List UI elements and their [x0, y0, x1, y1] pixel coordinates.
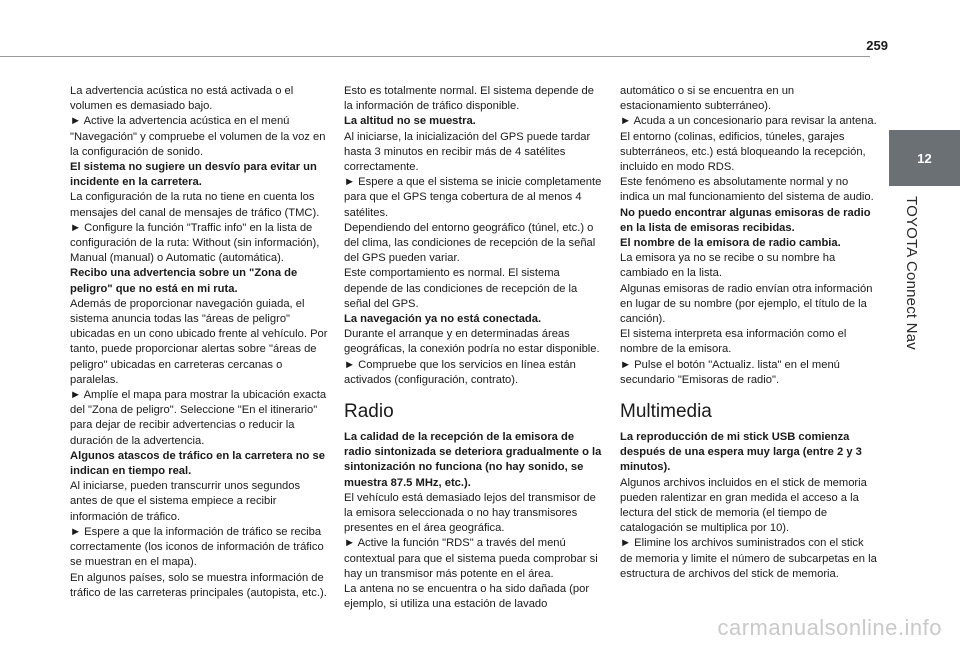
paragraph: Este fenómeno es absolutamente normal y no indica un mal funcionamiento del sistema de audio. — [620, 176, 874, 204]
paragraph: ► Elimine los archivos suministrados con el stick de memoria y limite el número de subcarpetas en la estructura de archivos del stick de memoria. — [620, 537, 877, 580]
column-2 — [344, 84, 602, 613]
paragraph: Algunas emisoras de radio envían otra información en lugar de su nombre (por ejemplo, el título de la canción). — [620, 282, 873, 326]
paragraph: Además de proporcionar navegación guiada, el sistema anuncia todas las "áreas de peligro" ubicadas en un cono ubicado frente al vehículo. Por tanto, puede proporcionar alertas sobre "áreas de peligro" ubicadas en carreteras cercanas o paralelas. — [70, 297, 328, 386]
chapter-title: TOYOTA Connect Nav — [903, 196, 920, 350]
chapter-tab — [889, 130, 960, 186]
question-heading: No puedo encontrar algunas emisoras de radio en la lista de emisoras recibidas. — [620, 206, 871, 234]
paragraph: Durante el arranque y en determinadas áreas geográficas, la conexión podría no estar disponible. — [344, 328, 600, 356]
paragraph: ► Active la función "RDS" a través del menú contextual para que el sistema pueda comprobar si hay un transmisor más potente en el área. — [344, 537, 598, 580]
paragraph: Dependiendo del entorno geográfico (túnel, etc.) o del clima, las condiciones de recepción de la señal del GPS pueden variar. — [344, 221, 596, 265]
paragraph: La configuración de la ruta no tiene en cuenta los mensajes del canal de mensajes de tráfico (TMC). — [70, 191, 320, 219]
question-heading: El nombre de la emisora de radio cambia. — [620, 237, 841, 250]
page-number: 259 — [866, 38, 888, 53]
paragraph: ► Acuda a un concesionario para revisar la antena. — [620, 115, 877, 128]
paragraph: La advertencia acústica no está activada o el volumen es demasiado bajo. — [70, 85, 294, 113]
paragraph: En algunos países, solo se muestra información de tráfico de las carreteras principales (autopista, etc.). — [70, 571, 327, 599]
question-heading: Recibo una advertencia sobre un "Zona de peligro" que no está en mi ruta. — [70, 267, 298, 295]
section-heading: Radio — [344, 401, 394, 423]
paragraph: ► Pulse el botón "Actualiz. lista" en el menú secundario "Emisoras de radio". — [620, 358, 840, 386]
paragraph: ► Amplíe el mapa para mostrar la ubicación exacta del "Zona de peligro". Seleccione "En el itinerario" para dejar de recibir advertencias o reducir la duración de la advertencia. — [70, 389, 327, 447]
paragraph: ► Compruebe que los servicios en línea están activados (configuración, contrato). — [344, 358, 576, 386]
question-heading: La calidad de la recepción de la emisora de radio sintonizada se deteriora gradualmente o la sintonización no funciona (no hay sonido, se muestra 87.5 MHz, etc.). — [344, 431, 602, 489]
paragraph: ► Espere a que el sistema se inicie completamente para que el GPS tenga cobertura de al menos 4 satélites. — [344, 176, 602, 219]
paragraph: El vehículo está demasiado lejos del transmisor de la emisora seleccionada o no hay transmisores presentes en el área geográfica. — [344, 491, 596, 535]
paragraph: ► Espere a que la información de tráfico se reciba correctamente (los iconos de información de tráfico se muestran en el mapa). — [70, 525, 324, 569]
paragraph: Este comportamiento es normal. El sistema depende de las condiciones de recepción de la señal del GPS. — [344, 267, 578, 310]
column-3 — [620, 84, 878, 582]
header-rule — [0, 56, 870, 57]
paragraph: El entorno (colinas, edificios, túneles, garajes subterráneos, etc.) está bloqueando la recepción, incluido en modo RDS. — [620, 130, 866, 174]
question-heading: La reproducción de mi stick USB comienza después de una espera muy larga (entre 2 y 3 minutos). — [620, 431, 862, 474]
section-heading: Multimedia — [620, 401, 712, 423]
paragraph: La emisora ya no se recibe o su nombre ha cambiado en la lista. — [620, 252, 836, 280]
column-1 — [70, 84, 328, 601]
question-heading: La navegación ya no está conectada. — [344, 313, 542, 326]
chapter-number: 12 — [917, 150, 932, 166]
watermark: carmanualsonline.info — [717, 615, 942, 640]
paragraph: Esto es totalmente normal. El sistema depende de la información de tráfico disponible. — [344, 85, 594, 113]
question-heading: Algunos atascos de tráfico en la carretera no se indican en tiempo real. — [70, 449, 325, 478]
paragraph: Algunos archivos incluidos en el stick de memoria pueden ralentizar en gran medida el acceso a la lectura del stick de memoria (el tiempo de catalogación se multiplica por 10). — [620, 476, 867, 535]
question-heading: El sistema no sugiere un desvío para evitar un incidente en la carretera. — [70, 161, 317, 189]
question-heading: La altitud no se muestra. — [344, 115, 476, 128]
paragraph: automático o si se encuentra en un estacionamiento subterráneo). — [620, 85, 795, 113]
paragraph: ► Configure la función "Traffic info" en la lista de configuración de la ruta: Without (sin información), Manual (manual) o Automatic (automática). — [70, 221, 320, 265]
paragraph: La antena no se encuentra o ha sido dañada (por ejemplo, si utiliza una estación de lavado — [344, 583, 590, 611]
paragraph: ► Active la advertencia acústica en el menú "Navegación" y compruebe el volumen de la voz en la configuración de sonido. — [70, 115, 326, 158]
paragraph: Al iniciarse, la inicialización del GPS puede tardar hasta 3 minutos en recibir más de 4 satélites correctamente. — [344, 130, 591, 174]
paragraph: Al iniciarse, pueden transcurrir unos segundos antes de que el sistema empiece a recibir información de tráfico. — [70, 480, 301, 523]
paragraph: El sistema interpreta esa información como el nombre de la emisora. — [620, 328, 847, 356]
